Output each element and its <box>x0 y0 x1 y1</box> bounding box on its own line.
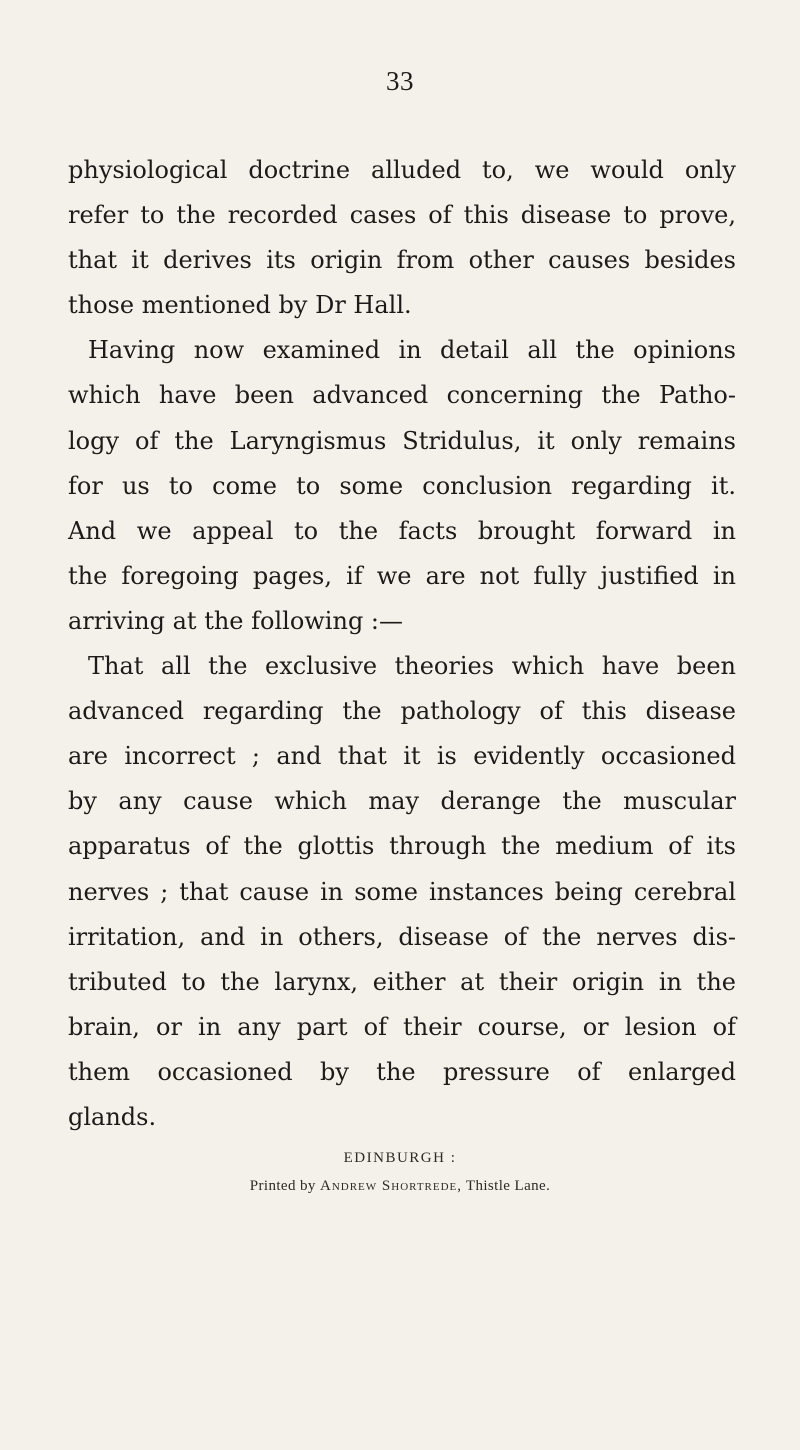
text-line: are incorrect ; and that it is evidently occasioned <box>68 742 736 771</box>
paragraph-start-line: That all the exclusive theories which have been <box>88 652 736 681</box>
text-line: arriving at the following :— <box>68 606 404 635</box>
text-line: for us to come to some conclusion regarding it. <box>68 471 736 500</box>
text-line: advanced regarding the pathology of this disease <box>68 697 736 726</box>
text-line: nerves ; that cause in some instances being cerebral <box>68 877 736 906</box>
imprint-printed-by: Printed by <box>249 1178 316 1194</box>
text-line: brain, or in any part of their course, or lesion of <box>68 1012 736 1041</box>
imprint-city: EDINBURGH : <box>343 1150 457 1166</box>
text-line: those mentioned by Dr Hall. <box>68 291 412 320</box>
text-line: logy of the Laryngismus Stridulus, it only remains <box>68 426 736 455</box>
imprint-location: Thistle Lane. <box>465 1178 551 1194</box>
text-line: that it derives its origin from other causes besides <box>68 246 736 275</box>
text-line: which have been advanced concerning the Patho- <box>68 381 736 410</box>
text-line: by any cause which may derange the muscular <box>68 787 736 816</box>
body-text <box>68 148 736 1140</box>
imprint-printer-line <box>0 1178 800 1195</box>
text-line: tributed to the larynx, either at their origin in the <box>68 967 736 996</box>
text-line: them occasioned by the pressure of enlarged <box>68 1057 736 1086</box>
text-line: refer to the recorded cases of this disease to prove, <box>68 201 736 230</box>
page-number: 33 <box>386 66 414 96</box>
paragraph-start-line: Having now examined in detail all the opinions <box>88 336 736 365</box>
text-line: And we appeal to the facts brought forward in <box>68 516 736 545</box>
text-line: the foregoing pages, if we are not fully justified in <box>68 561 736 590</box>
text-line: irritation, and in others, disease of the nerves dis- <box>68 922 736 951</box>
imprint-printer-name: Andrew Shortrede, <box>320 1178 463 1194</box>
text-line: glands. <box>68 1102 157 1131</box>
text-line: apparatus of the glottis through the medium of its <box>68 832 736 861</box>
text-line: physiological doctrine alluded to, we would only <box>68 156 736 184</box>
